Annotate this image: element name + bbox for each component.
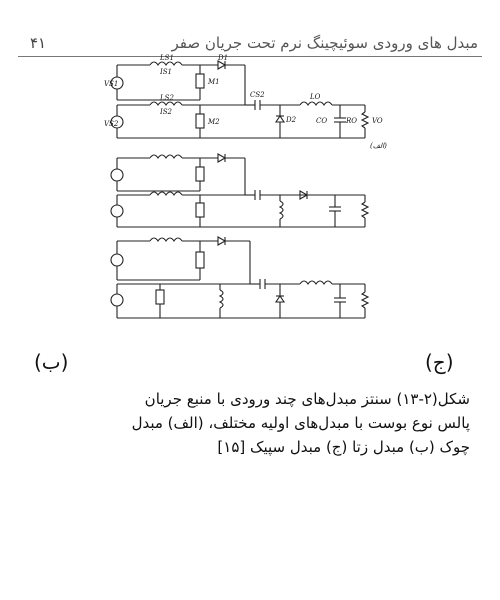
- inductor-ls1: [150, 238, 182, 241]
- switch-m2: [156, 290, 164, 304]
- circuit-figure: [100, 54, 400, 340]
- inductor-ls2-shunt: [280, 201, 283, 219]
- label-vo: VO: [372, 117, 383, 125]
- label-is2: IS2: [160, 108, 173, 116]
- label-ls2: LS2: [160, 94, 174, 102]
- figure-caption: [40, 387, 470, 459]
- label-is1: IS1: [160, 68, 173, 76]
- diode-d1: [218, 154, 225, 162]
- circuit-diagrams: [100, 54, 400, 340]
- inductor-ls1: [150, 155, 182, 158]
- running-title: مبدل های ورودی سوئیچینگ نرم تحت جریان صفر: [171, 34, 478, 52]
- resistor-ro: [362, 292, 368, 308]
- subfigure-label-j: (ج): [425, 350, 454, 374]
- diode-d1: [218, 61, 225, 69]
- page-header: [0, 0, 500, 58]
- source-vs2: [111, 205, 123, 217]
- page-number: ۴۱: [30, 34, 47, 52]
- inductor-ls2: [220, 290, 223, 308]
- label-lo: LO: [310, 93, 321, 101]
- caption-line-2: پالس نوع بوست با مبدل‌های اولیه مختلف، (الف) مبدل: [131, 414, 470, 432]
- caption-line-3: چوک (ب) مبدل زتا (ج) مبدل سپیک [۱۵]: [217, 438, 470, 456]
- switch-m1: [196, 74, 204, 88]
- label-ro: RO: [346, 117, 358, 125]
- resistor-ro: [362, 112, 368, 128]
- circuit-alef: [111, 61, 368, 138]
- source-vs2: [111, 294, 123, 306]
- circuit-b: [111, 154, 368, 227]
- label-m1: M1: [208, 78, 220, 86]
- header-divider: [18, 56, 482, 57]
- inductor-ls1: [150, 62, 182, 65]
- label-ls1: LS1: [160, 54, 174, 62]
- caption-line-1: شکل(۲-۱۳) سنتز مبدل‌های چند ورودی با منبع جریان: [144, 390, 470, 408]
- diode-d2: [276, 116, 284, 122]
- switch-m1: [196, 252, 204, 268]
- subfigure-label-b: (ب): [34, 350, 69, 374]
- diode-d1: [218, 237, 225, 245]
- diode-d2: [276, 296, 284, 302]
- inductor-ls2: [150, 102, 182, 105]
- source-vs1: [111, 254, 123, 266]
- inductor-ls2: [150, 192, 182, 195]
- label-d2: D2: [286, 116, 297, 124]
- inductor-lo: [300, 281, 332, 284]
- label-co: CO: [316, 117, 328, 125]
- switch-m2: [196, 114, 204, 128]
- resistor-ro: [362, 202, 368, 218]
- switch-m2: [196, 203, 204, 217]
- label-alef: (الف): [370, 142, 387, 150]
- label-vs1: VS1: [104, 80, 119, 88]
- switch-m1: [196, 167, 204, 181]
- label-cs2: CS2: [250, 91, 265, 99]
- label-vs2: VS2: [104, 120, 119, 128]
- label-m2: M2: [208, 118, 220, 126]
- label-d1: D1: [218, 54, 229, 62]
- inductor-lo: [300, 102, 332, 105]
- circuit-j: [111, 237, 368, 318]
- source-vs1: [111, 169, 123, 181]
